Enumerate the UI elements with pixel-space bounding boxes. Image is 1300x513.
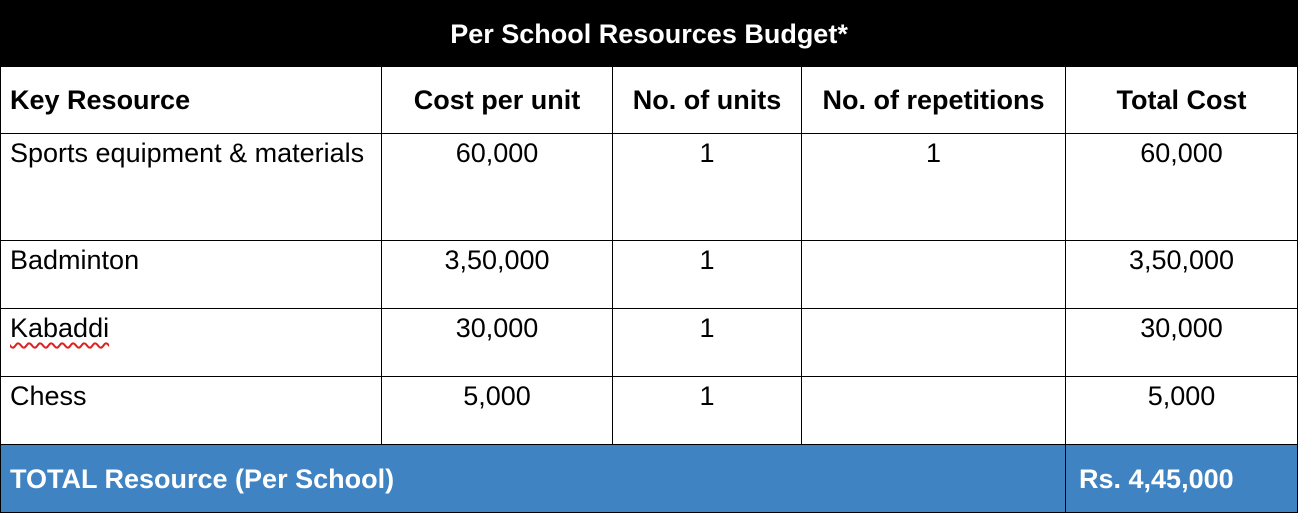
table-row [1,134,1298,241]
cell-repetitions: 1 [802,134,1066,241]
cell-units: 1 [613,241,802,309]
cell-units: 1 [613,134,802,241]
cell-cost-per-unit: 5,000 [382,377,613,445]
cell-units: 1 [613,377,802,445]
cell-resource: Sports equipment & materials [1,134,382,241]
total-row [1,445,1298,513]
cell-total-cost: 3,50,000 [1066,241,1298,309]
cell-cost-per-unit: 30,000 [382,309,613,377]
header-no-of-repetitions: No. of repetitions [802,67,1066,134]
cell-repetitions [802,377,1066,445]
cell-total-cost: 30,000 [1066,309,1298,377]
table-row [1,241,1298,309]
header-total-cost: Total Cost [1066,67,1298,134]
cell-repetitions [802,241,1066,309]
table-row [1,309,1298,377]
cell-repetitions [802,309,1066,377]
header-cost-per-unit: Cost per unit [382,67,613,134]
cell-cost-per-unit: 60,000 [382,134,613,241]
total-value: Rs. 4,45,000 [1066,445,1298,513]
table-title-row [1,1,1298,67]
cell-resource [1,309,382,377]
header-key-resource: Key Resource [1,67,382,134]
cell-cost-per-unit: 3,50,000 [382,241,613,309]
total-label: TOTAL Resource (Per School) [1,445,1066,513]
cell-resource: Badminton [1,241,382,309]
table-row [1,377,1298,445]
cell-resource: Chess [1,377,382,445]
spellcheck-underlined-text[interactable]: Kabaddi [10,313,110,343]
cell-units: 1 [613,309,802,377]
cell-total-cost: 5,000 [1066,377,1298,445]
table-header-row [1,67,1298,134]
header-no-of-units: No. of units [613,67,802,134]
table-title: Per School Resources Budget* [1,1,1298,67]
cell-total-cost: 60,000 [1066,134,1298,241]
